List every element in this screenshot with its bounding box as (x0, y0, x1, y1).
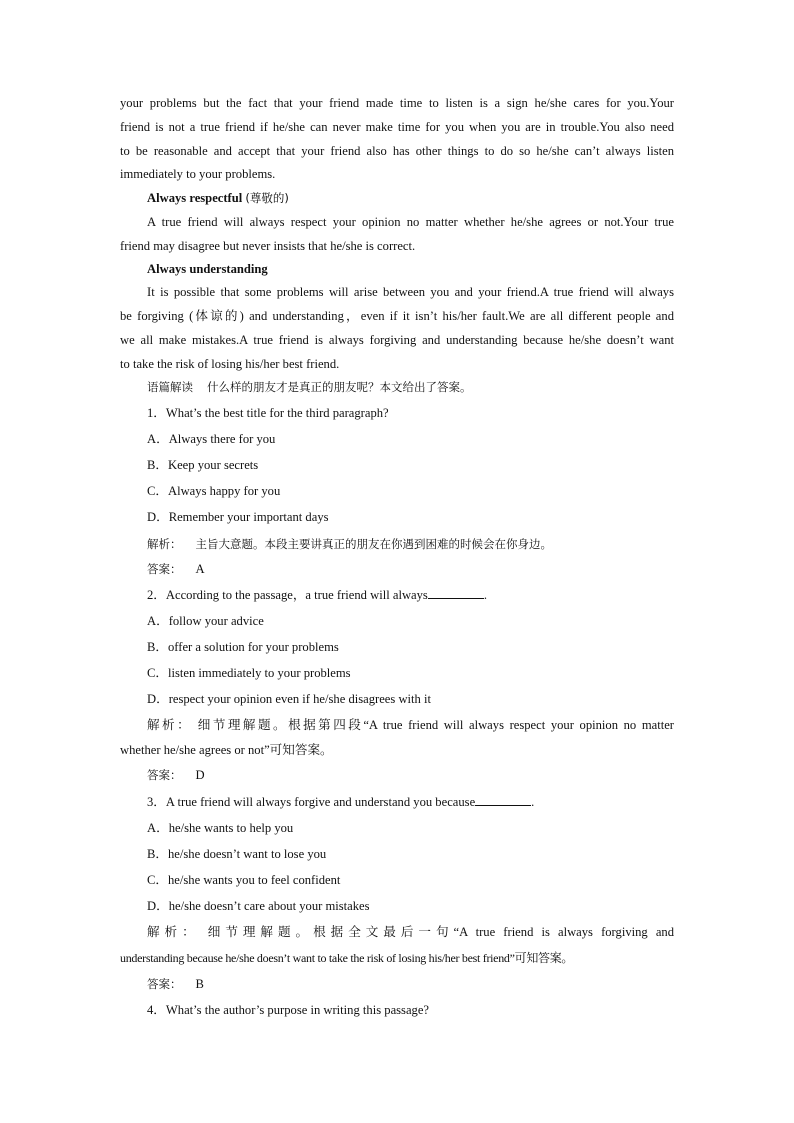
option-a: A．follow your advice (147, 614, 264, 628)
paragraph-line: It is possible that some problems will arise between you and your friend.A true friend will always (147, 285, 674, 299)
option-a: A．he/she wants to help you (147, 821, 294, 835)
analysis-label: 解析： (147, 537, 182, 551)
paragraph-line: be forgiving (体谅的) and understanding，even if it isn’t his/her fault.We are all different people and (120, 309, 674, 323)
option-d: D．he/she doesn’t care about your mistakes (147, 899, 370, 913)
option-b: B．Keep your secrets (147, 458, 259, 472)
answer-label: 答案： (147, 977, 182, 991)
option-b: B．he/she doesn’t want to lose you (147, 847, 327, 861)
answer-line (147, 561, 674, 577)
analysis-line: whether he/she agrees or not”可知答案。 (120, 743, 333, 757)
option-b: B．offer a solution for your problems (147, 640, 339, 654)
paragraph-line: we all make mistakes.A true friend is always forgiving and understanding because he/she doesn’t want (120, 333, 674, 347)
heading-gloss: (尊敬的) (245, 191, 289, 205)
paragraph-line: to be reasonable and accept that your friend also has other things to do so he/she can’t always listen (120, 144, 674, 158)
answer-value: B (195, 977, 204, 991)
paragraph-line: friend is not a true friend if he/she can never make time for you when you are in trouble.You also need (120, 120, 674, 134)
paragraph-line: immediately to your problems. (120, 167, 276, 181)
answer-line (147, 767, 674, 783)
question-stem: 3．A true friend will always forgive and understand you because . (147, 795, 535, 809)
reading-note-label: 语篇解读 (147, 380, 193, 394)
reading-note-text: 什么样的朋友才是真正的朋友呢？本文给出了答案。 (207, 380, 472, 394)
question-stem: 4．What’s the author’s purpose in writing this passage? (147, 1003, 430, 1017)
answer-label: 答案： (147, 768, 182, 782)
answer-blank (475, 794, 531, 806)
section-heading: Always understanding (147, 262, 268, 276)
answer-line (147, 976, 674, 992)
reading-note (147, 379, 674, 395)
analysis-line: 解析： 细节理解题。根据全文最后一句“A true friend is always forgiving and (147, 925, 674, 939)
analysis-line: 解析： 细节理解题。根据第四段“A true friend will always respect your opinion no matter (147, 718, 674, 732)
answer-value: A (195, 562, 205, 576)
option-c: C．Always happy for you (147, 484, 281, 498)
section-heading (147, 190, 674, 206)
analysis (147, 536, 674, 552)
paragraph-line: friend may disagree but never insists that he/she is correct. (120, 239, 416, 253)
option-d: D．respect your opinion even if he/she disagrees with it (147, 692, 431, 706)
question-text: 3．A true friend will always forgive and understand you because (147, 795, 476, 809)
paragraph-line: A true friend will always respect your opinion no matter whether he/she agrees or not.Your true (147, 215, 674, 229)
paragraph-line: to take the risk of losing his/her best friend. (120, 357, 340, 371)
question-stem: 1．What’s the best title for the third paragraph? (147, 406, 389, 420)
option-c: C．listen immediately to your problems (147, 666, 351, 680)
analysis-line: understanding because he/she doesn’t want to take the risk of losing his/her best friend”可知答案。 (120, 951, 574, 965)
question-stem: 2．According to the passage，a true friend will always . (147, 588, 487, 602)
answer-value: D (195, 768, 205, 782)
analysis-text: 主旨大意题。本段主要讲真正的朋友在你遇到困难的时候会在你身边。 (195, 537, 552, 551)
option-d: D．Remember your important days (147, 510, 329, 524)
option-a: A．Always there for you (147, 432, 276, 446)
answer-blank (428, 587, 484, 599)
heading-text: Always respectful (147, 191, 243, 205)
option-c: C．he/she wants you to feel confident (147, 873, 341, 887)
question-text: 2．According to the passage，a true friend will always (147, 588, 428, 602)
answer-label: 答案： (147, 562, 182, 576)
paragraph-line: your problems but the fact that your friend made time to listen is a sign he/she cares for you.Your (120, 96, 674, 110)
